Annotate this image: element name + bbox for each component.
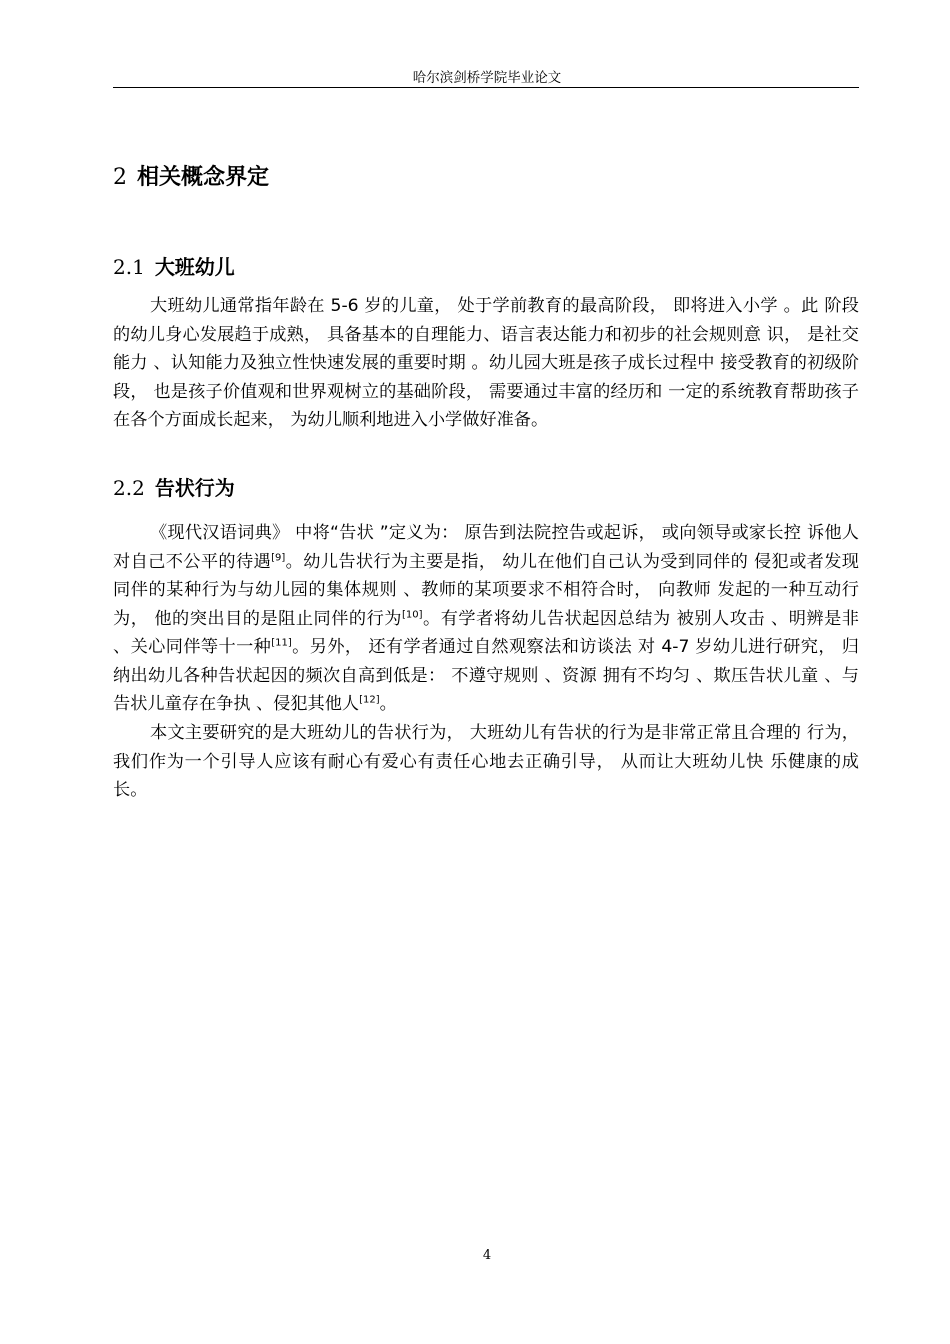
text-segment: 。幼儿告状行为主要是指， 幼儿在他们自己认为受到同伴的 侵犯或者发现同伴的某种行为与幼儿园的集体规则 、教师的某项要求不相符合时， 向教师 发起的一种互动行为， 他的突出目的是阻止同伴的行为 xyxy=(113,551,859,629)
section-heading-2-1 xyxy=(113,251,235,280)
section-2-2-paragraph-1 xyxy=(113,519,859,719)
chapter-number: 2 xyxy=(113,165,127,190)
citation-ref: [9] xyxy=(271,551,286,563)
section-2-1-paragraph: 大班幼儿通常指年龄在 5-6 岁的儿童， 处于学前教育的最高阶段， 即将进入小学 。此 阶段的幼儿身心发展趋于成熟， 具备基本的自理能力、语言表达能力和初步的社会规则意 识， 是社交能力 、认知能力及独立性快速发展的重要时期 。幼儿园大班是孩子成长过程中 接受教育的初级阶段， 也是孩子价值观和世界观树立的基础阶段， 需要通过丰富的经历和 一定的系统教育帮助孩子在各个方面成长起来， 为幼儿顺利地进入小学做好准备。 xyxy=(113,296,859,430)
section-2-2-paragraph-2: 本文主要研究的是大班幼儿的告状行为， 大班幼儿有告状的行为是非常正常且合理的 行为， 我们作为一个引导人应该有耐心有爱心有责任心地去正确引导， 从而让大班幼儿快 乐健康的成长。 xyxy=(113,723,859,800)
section-title: 大班幼儿 xyxy=(154,255,235,279)
citation-ref: [12] xyxy=(359,694,380,706)
text-segment: 。有学者将幼儿告状起因总结为 被别人攻击 、明辨是非 、关心同伴等十一种 xyxy=(113,608,859,657)
page-number: 4 xyxy=(482,1248,492,1263)
section-title: 告状行为 xyxy=(154,476,235,500)
header-divider xyxy=(113,87,859,88)
section-number: 2.2 xyxy=(113,476,145,500)
citation-ref: [11] xyxy=(271,637,292,649)
text-segment: 《现代汉语词典》 中将“告状 ”定义为： 原告到法院控告或起诉， 或向领导或家长控 诉他人对自己不公平的待遇 xyxy=(113,523,859,572)
text-segment: 。 xyxy=(379,694,397,714)
text-segment: 。另外， 还有学者通过自然观察法和访谈法 对 4-7 岁幼儿进行研究， 归纳出幼儿各种告状起因的频次自高到低是： 不遵守规则 、资源 拥有不均匀 、欺压告状儿童 、与告状儿童存在争执 、侵犯其他人 xyxy=(113,637,859,714)
section-heading-2-2 xyxy=(113,472,235,501)
chapter-title: 相关概念界定 xyxy=(137,165,270,190)
chapter-heading xyxy=(113,160,269,191)
section-number: 2.1 xyxy=(113,255,145,279)
running-header: 哈尔滨剑桥学院毕业论文 xyxy=(412,70,562,86)
citation-ref: [10] xyxy=(402,608,423,620)
